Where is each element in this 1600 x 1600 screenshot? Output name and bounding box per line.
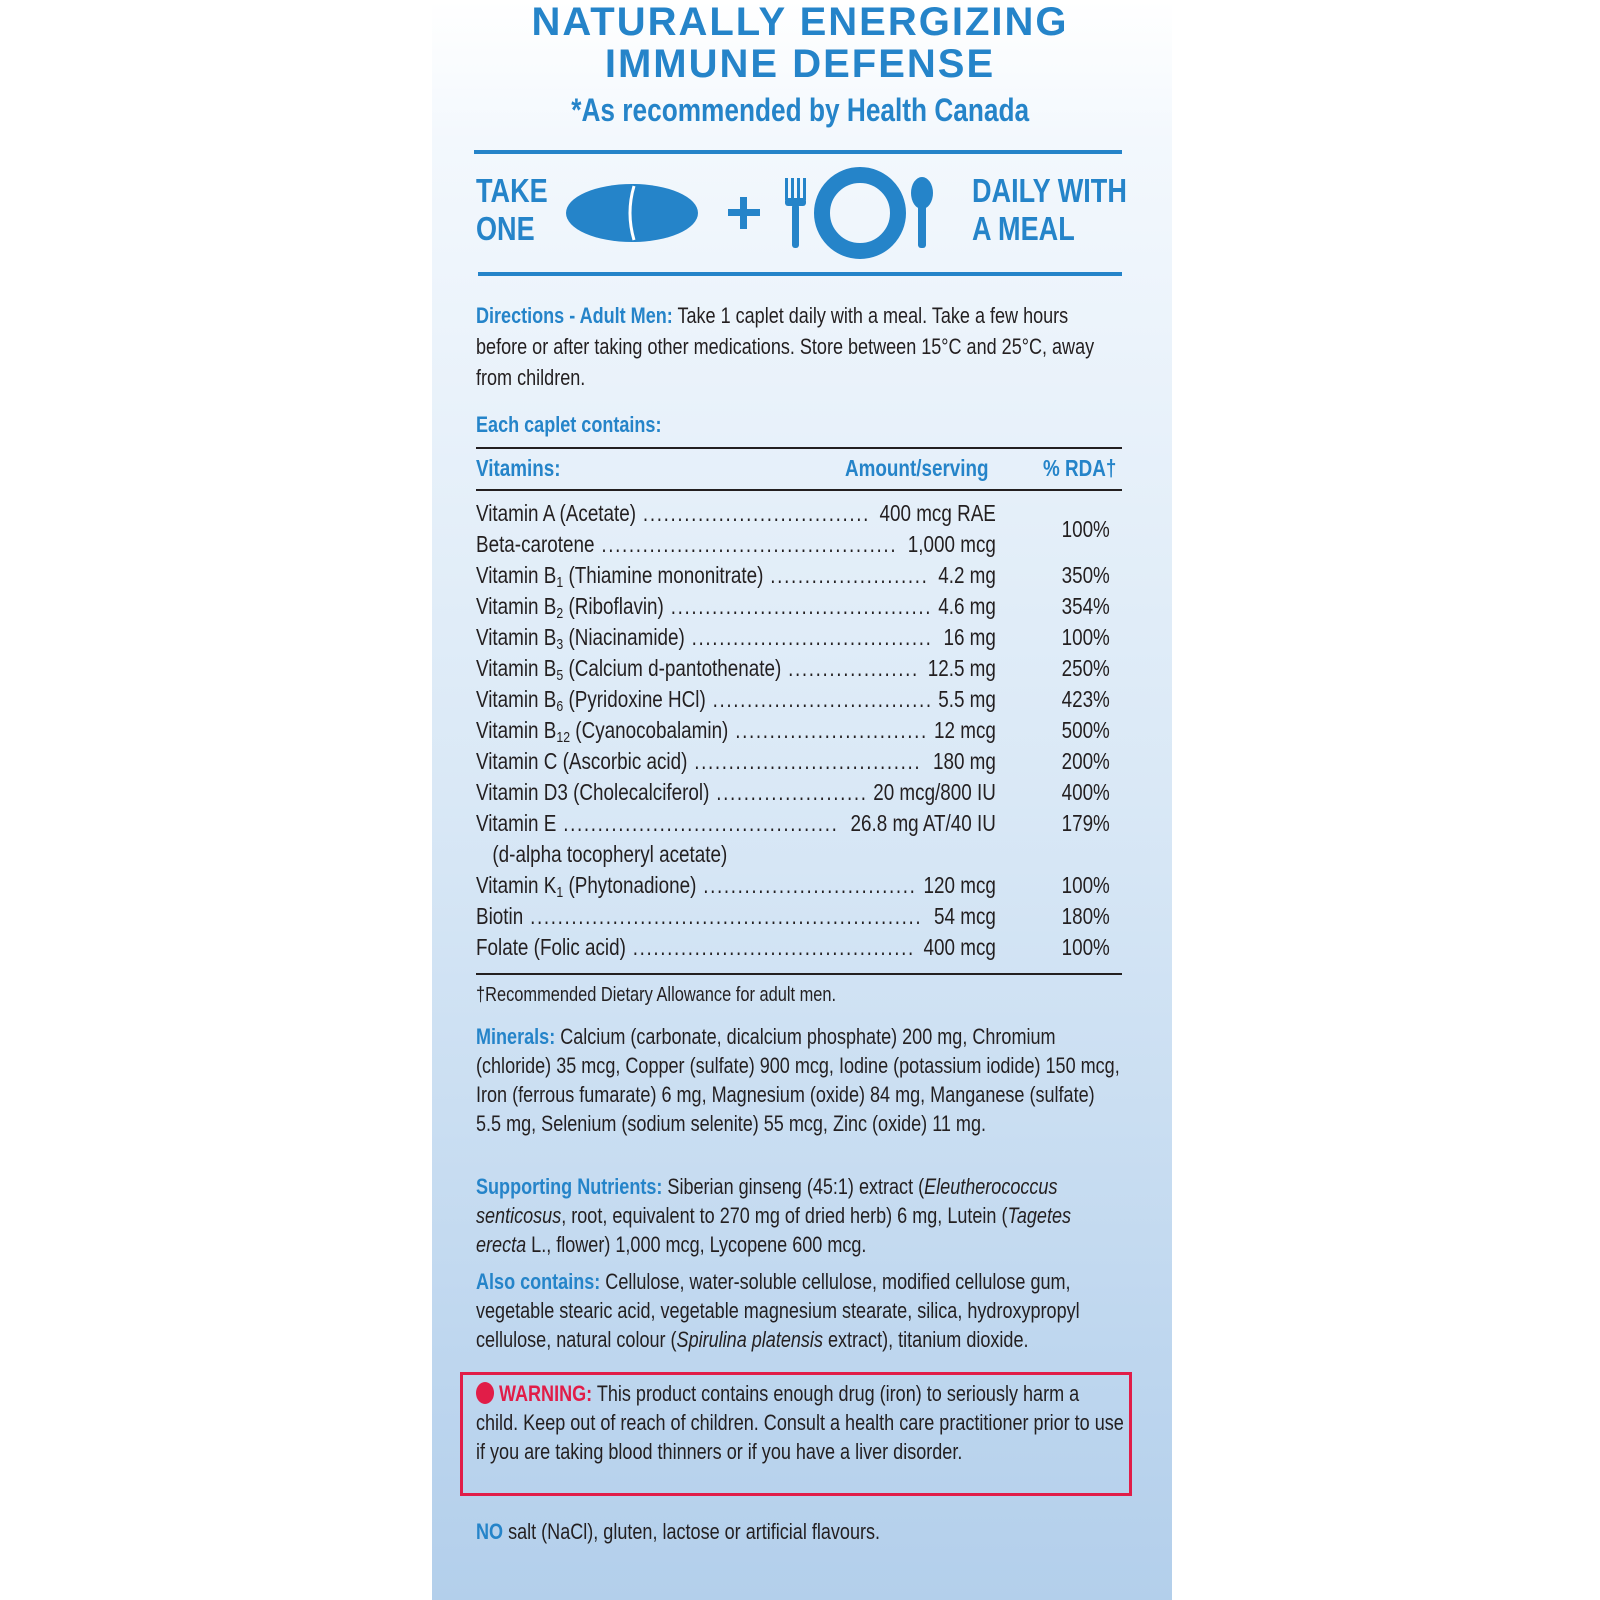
col-amount <box>845 455 1020 482</box>
leader-dots: ................................... <box>684 624 933 650</box>
vitamin-amount: 5.5 mg <box>935 686 996 713</box>
daily-with-meal-label <box>972 172 1161 248</box>
daily-line-1: DAILY WITH <box>972 172 1127 209</box>
take-line-1: TAKE <box>476 172 548 209</box>
rda-value: 100% <box>1061 934 1110 960</box>
also-text-2: extract), titanium dioxide. <box>822 1327 1029 1352</box>
vitamin-amount: 400 mcg <box>920 934 996 961</box>
leader-dots: ......................................................... <box>523 903 923 929</box>
also-italic-1: Spirulina platensis <box>676 1327 823 1352</box>
free-from-label: NO <box>476 1519 504 1544</box>
rda-value: 200% <box>1061 748 1110 774</box>
table-row <box>476 593 996 624</box>
leader-dots: ........................................... <box>594 531 898 557</box>
rda-footnote-text: †Recommended Dietary Allowance for adult men. <box>476 984 837 1006</box>
rda-value: 423% <box>1061 686 1110 712</box>
vitamin-amount: 4.2 mg <box>935 562 996 589</box>
table-row <box>476 562 996 593</box>
vitamin-amount: 12 mcg <box>931 717 996 744</box>
vitamin-name: Vitamin $B_1$ (Thiamine mononitrate) <box>476 562 764 589</box>
leader-dots: ........................................ <box>556 810 839 836</box>
vitamin-name: (d-alpha tocopheryl acetate) <box>492 841 728 867</box>
leader-dots: ................... <box>781 655 919 681</box>
supporting-text-2: , root, equivalent to 270 mg of dried herb) 6 mg, Lutein ( <box>561 1203 1008 1228</box>
subtitle-text: *As recommended by Health Canada <box>571 92 1029 128</box>
rda-value: 500% <box>1061 717 1110 743</box>
top-divider <box>474 150 1122 154</box>
rda-value: 100% <box>1061 516 1110 542</box>
leader-dots: ...................... <box>709 779 868 805</box>
vitamin-amount: 16 mg <box>940 624 996 651</box>
leader-dots: ...................................... <box>663 593 933 619</box>
vitamin-amount: 12.5 mg <box>924 655 995 682</box>
col-rda-text: % RDA† <box>1043 455 1117 481</box>
col-vitamins <box>476 455 579 482</box>
vitamin-amount: 180 mg <box>930 748 996 775</box>
rda-value: 180% <box>1061 903 1110 929</box>
directions-label: Directions - Adult Men: <box>476 303 673 328</box>
take-line-2: ONE <box>476 210 535 247</box>
also-text-1: Cellulose, water-soluble cellulose, modified cellulose gum, vegetable stearic acid, vegetable magnesium stearate, silica, hydroxypropyl cellulose, natural colour ( <box>476 1269 1080 1352</box>
directions-text: Take 1 caplet daily with a meal. Take a few hours before or after taking other medications. Store between 15°C and 25°C, away from children. <box>476 303 1095 390</box>
table-row <box>476 531 996 562</box>
subtitle <box>0 92 1600 129</box>
rda-value: 250% <box>1061 655 1110 681</box>
vitamin-name: Vitamin E <box>476 810 557 836</box>
warning-text: This product contains enough drug (iron) to seriously harm a child. Keep out of reach of children. Consult a health care practitioner prior to use if you are taking blood thinners or if you have a liver disorder. <box>476 1381 1124 1464</box>
rda-footnote <box>476 980 1266 1011</box>
table-row <box>476 624 996 655</box>
rda-value: 400% <box>1061 779 1110 805</box>
vitamin-amount: 20 mcg/800 IU <box>870 779 996 806</box>
leader-dots: ................................ <box>705 686 933 712</box>
table-row <box>476 841 996 872</box>
supporting-italic-1: Eleutherococcus senticosus <box>476 1174 1058 1228</box>
vitamin-amount: 54 mcg <box>931 903 996 930</box>
minerals <box>476 1022 1266 1138</box>
col-amount-text: Amount/serving <box>845 455 989 481</box>
table-header-rule <box>476 489 1122 491</box>
warning <box>476 1379 1266 1466</box>
leader-dots: ................................. <box>636 500 870 526</box>
minerals-text: Calcium (carbonate, dicalcium phosphate) 200 mg, Chromium (chloride) 35 mcg, Copper (sulfate) 900 mcg, Iodine (potassium iodide) 150 mcg, Iron (ferrous fumarate) 6 mg, Magnesium (oxide) 84 mg, Manganese (sulfate) 5.5 mg, Selenium (sodium selenite) 55 mcg, Zinc (oxide) 11 mg. <box>476 1024 1120 1136</box>
supporting-label: Supporting Nutrients: <box>476 1174 663 1199</box>
table-row <box>476 500 996 531</box>
col-vitamins-text: Vitamins: <box>476 455 561 481</box>
rda-value: 350% <box>1061 562 1110 588</box>
vitamin-amount: 120 mcg <box>920 872 996 899</box>
col-rda <box>1043 455 1132 482</box>
vitamin-name: Vitamin A (Acetate) <box>476 500 637 526</box>
vitamin-name: Folate (Folic acid) <box>476 934 626 960</box>
table-row <box>476 717 996 748</box>
supporting-nutrients <box>476 1172 1266 1259</box>
table-row <box>476 655 996 686</box>
table-top-rule <box>476 447 1122 449</box>
supporting-text-3: L., flower) 1,000 mcg, Lycopene 600 mcg. <box>526 1232 867 1257</box>
also-label: Also contains: <box>476 1269 601 1294</box>
vitamin-name: Vitamin C (Ascorbic acid) <box>476 748 688 774</box>
vitamin-name: Beta-carotene <box>476 531 595 557</box>
bottom-divider <box>478 272 1122 276</box>
plus-icon <box>728 197 760 229</box>
also-contains <box>476 1267 1266 1354</box>
table-row <box>476 810 996 841</box>
vitamin-name: Vitamin $K_1$ (Phytonadione) <box>476 872 697 899</box>
free-from-text: salt (NaCl), gluten, lactose or artificial flavours. <box>503 1519 881 1544</box>
each-caplet-text: Each caplet contains: <box>476 412 662 437</box>
warning-label: WARNING: <box>498 1381 593 1406</box>
caplet-icon <box>566 184 698 242</box>
table-row <box>476 779 996 810</box>
table-row <box>476 934 996 965</box>
leader-dots: ....................... <box>763 562 929 588</box>
table-row <box>476 686 996 717</box>
leader-dots: ............................ <box>728 717 928 743</box>
free-from <box>476 1516 1266 1547</box>
stop-icon <box>476 1382 494 1404</box>
vitamin-name: Vitamin $B_6$ (Pyridoxine HCl) <box>476 686 706 713</box>
directions <box>476 300 1266 393</box>
vitamin-name: Biotin <box>476 903 524 929</box>
table-row <box>476 872 996 903</box>
supporting-italic-2: Tagetes erecta <box>476 1203 1072 1257</box>
daily-line-2: A MEAL <box>972 210 1075 247</box>
vitamin-amount: 400 mcg RAE <box>876 500 996 527</box>
title-line-1: NATURALLY ENERGIZING <box>531 0 1069 44</box>
table-bottom-rule <box>476 973 1122 975</box>
take-one-label <box>476 172 563 248</box>
vitamin-name: Vitamin $B_{12}$ (Cyanocobalamin) <box>476 717 729 744</box>
rda-value: 179% <box>1061 810 1110 836</box>
plate-icon <box>822 175 898 251</box>
vitamin-amount: 26.8 mg AT/40 IU <box>847 810 996 837</box>
vitamin-name: Vitamin D3 (Cholecalciferol) <box>476 779 710 805</box>
supporting-text-1: Siberian ginseng (45:1) extract ( <box>662 1174 925 1199</box>
vitamin-name: Vitamin $B_3$ (Niacinamide) <box>476 624 685 651</box>
leader-dots: ......................................... <box>625 934 915 960</box>
spoon-icon <box>911 177 933 248</box>
rda-value: 100% <box>1061 624 1110 650</box>
vitamin-amount: 4.6 mg <box>935 593 996 620</box>
vitamin-name: Vitamin $B_5$ (Calcium d-pantothenate) <box>476 655 782 682</box>
dosage-icons <box>560 160 940 270</box>
table-row <box>476 748 996 779</box>
leader-dots: ............................... <box>696 872 917 898</box>
vitamin-amount: 1,000 mcg <box>905 531 996 558</box>
rda-value: 354% <box>1061 593 1110 619</box>
leader-dots: ................................. <box>687 748 922 774</box>
vitamin-name: Vitamin $B_2$ (Riboflavin) <box>476 593 664 620</box>
each-caplet-heading <box>476 409 1266 440</box>
minerals-label: Minerals: <box>476 1024 556 1049</box>
rda-value: 100% <box>1061 872 1110 898</box>
table-row <box>476 903 996 934</box>
fork-icon <box>785 178 806 248</box>
title-line-2: IMMUNE DEFENSE <box>604 42 996 86</box>
